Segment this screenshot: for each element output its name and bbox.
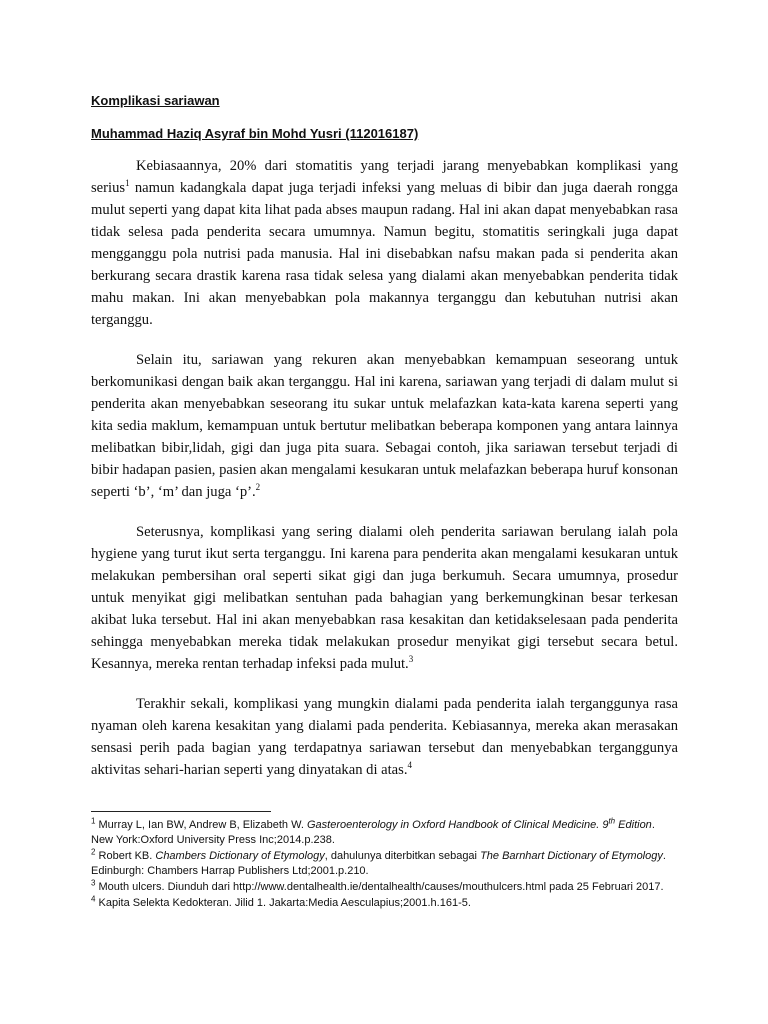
author-line: Muhammad Haziq Asyraf bin Mohd Yusri (112016187) [91, 126, 419, 141]
footnote-ref-4[interactable]: 4 [407, 760, 412, 771]
paragraph-3: Seterusnya, komplikasi yang sering dialami oleh penderita sariawan berulang ialah pola hygiene yang turut ikut serta terganggu. Ini karena para penderita akan mengalami kesukaran untuk melakukan pembersihan oral seperti sikat gigi dan juga berkumuh. Secara umumnya, prosedur untuk menyikat gigi melibatkan sentuhan pada bahagian yang berkemungkinan besar terkesan akibat luka tersebut. Hal ini akan menyebabkan rasa kesakitan dan ketidakselesaan pada penderita sehingga menyebabkan mereka tidak melakukan prosedur menyikat gigi tersebut secara betul. Kesannya, mereka rentan terhadap infeksi pada mulut.$^3$ [91, 524, 678, 672]
footnote-ref-1[interactable]: 1 [125, 178, 130, 189]
footnote-2: $^2$ Robert KB. Chambers Dictionary of Etymology, dahulunya diterbitkan sebagai The Barnhart Dictionary of Etymology. Edinburgh: Chambers Harrap Publishers Ltd;2001.p.210. [91, 847, 666, 877]
paragraph-2: Selain itu, sariawan yang rekuren akan menyebabkan kemampuan seseorang untuk berkomunikasi dengan baik akan terganggu. Hal ini karena, sariawan yang terjadi di dalam mulut si penderita akan menyebabkan seseorang itu sukar untuk melafazkan kata-kata karena seperti yang kita sedia maklum, kemampuan untuk bertutur melibatkan beberapa komponen yang antara lainnya melibatkan bibir,lidah, gigi dan juga pita suara. Sebagai contoh, jika sariawan tersebut terjadi di bibir hadapan pasien, pasien akan mengalami kesukaran untuk melafazkan beberapa huruf konsonan seperti ‘b’, ‘m’ dan juga ‘p’.$^2$ [91, 352, 678, 500]
body-text [91, 155, 678, 799]
footnote-ref-2[interactable]: 2 [255, 482, 261, 493]
footnote-1: $^1$ Murray L, Ian BW, Andrew B, Elizabeth W. Gasteroenterology in Oxford Handbook of Clinical Medicine. 9th Edition. New York:Oxford University Press Inc;2014.p.238. [91, 816, 655, 846]
footnote-separator [91, 811, 271, 812]
footnote-4: $^4$ Kapita Selekta Kedokteran. Jilid 1. Jakarta:Media Aesculapius;2001.h.161-5. [91, 894, 471, 909]
paragraph-1: Kebiasaannya, 20% dari stomatitis yang terjadi jarang menyebabkan komplikasi yang serius$^1$ namun kadangkala dapat juga terjadi infeksi yang meluas di bibir dan juga daerah rongga mulut seperti yang dapat kita lihat pada abses maupun radang. Hal ini akan dapat menyebabkan rasa tidak selesa pada penderita secara umumnya. Namun begitu, stomatitis seringkali juga dapat mengganggu pola nutrisi pada manusia. Hal ini disebabkan nafsu makan pada si penderita akan berkurang secara drastik karena rasa tidak selesa yang dialami akan menyebabkan penderita tidak mahu makan. Ini akan menyebabkan pola makannya terganggu dan kebutuhan nutrisi akan terganggu. [91, 158, 678, 328]
document-title: Komplikasi sariawan [91, 93, 220, 108]
paragraph-4: Terakhir sekali, komplikasi yang mungkin dialami pada penderita ialah terganggunya rasa nyaman oleh karena kesakitan yang dialami pada penderita. Kebiasannya, mereka akan merasakan sensasi perih pada bagian yang terdapatnya sariawan tersebut dan menyebabkan terganggunya aktivitas sehari-harian seperti yang dinyatakan di atas.$^4$ [91, 696, 678, 778]
footnote-ref-3[interactable]: 3 [408, 654, 414, 665]
footnotes [91, 818, 678, 912]
footnote-3: $^3$ Mouth ulcers. Diunduh dari http://www.dentalhealth.ie/dentalhealth/causes/mouthulcers.html pada 25 Februari 2017. [91, 878, 664, 893]
